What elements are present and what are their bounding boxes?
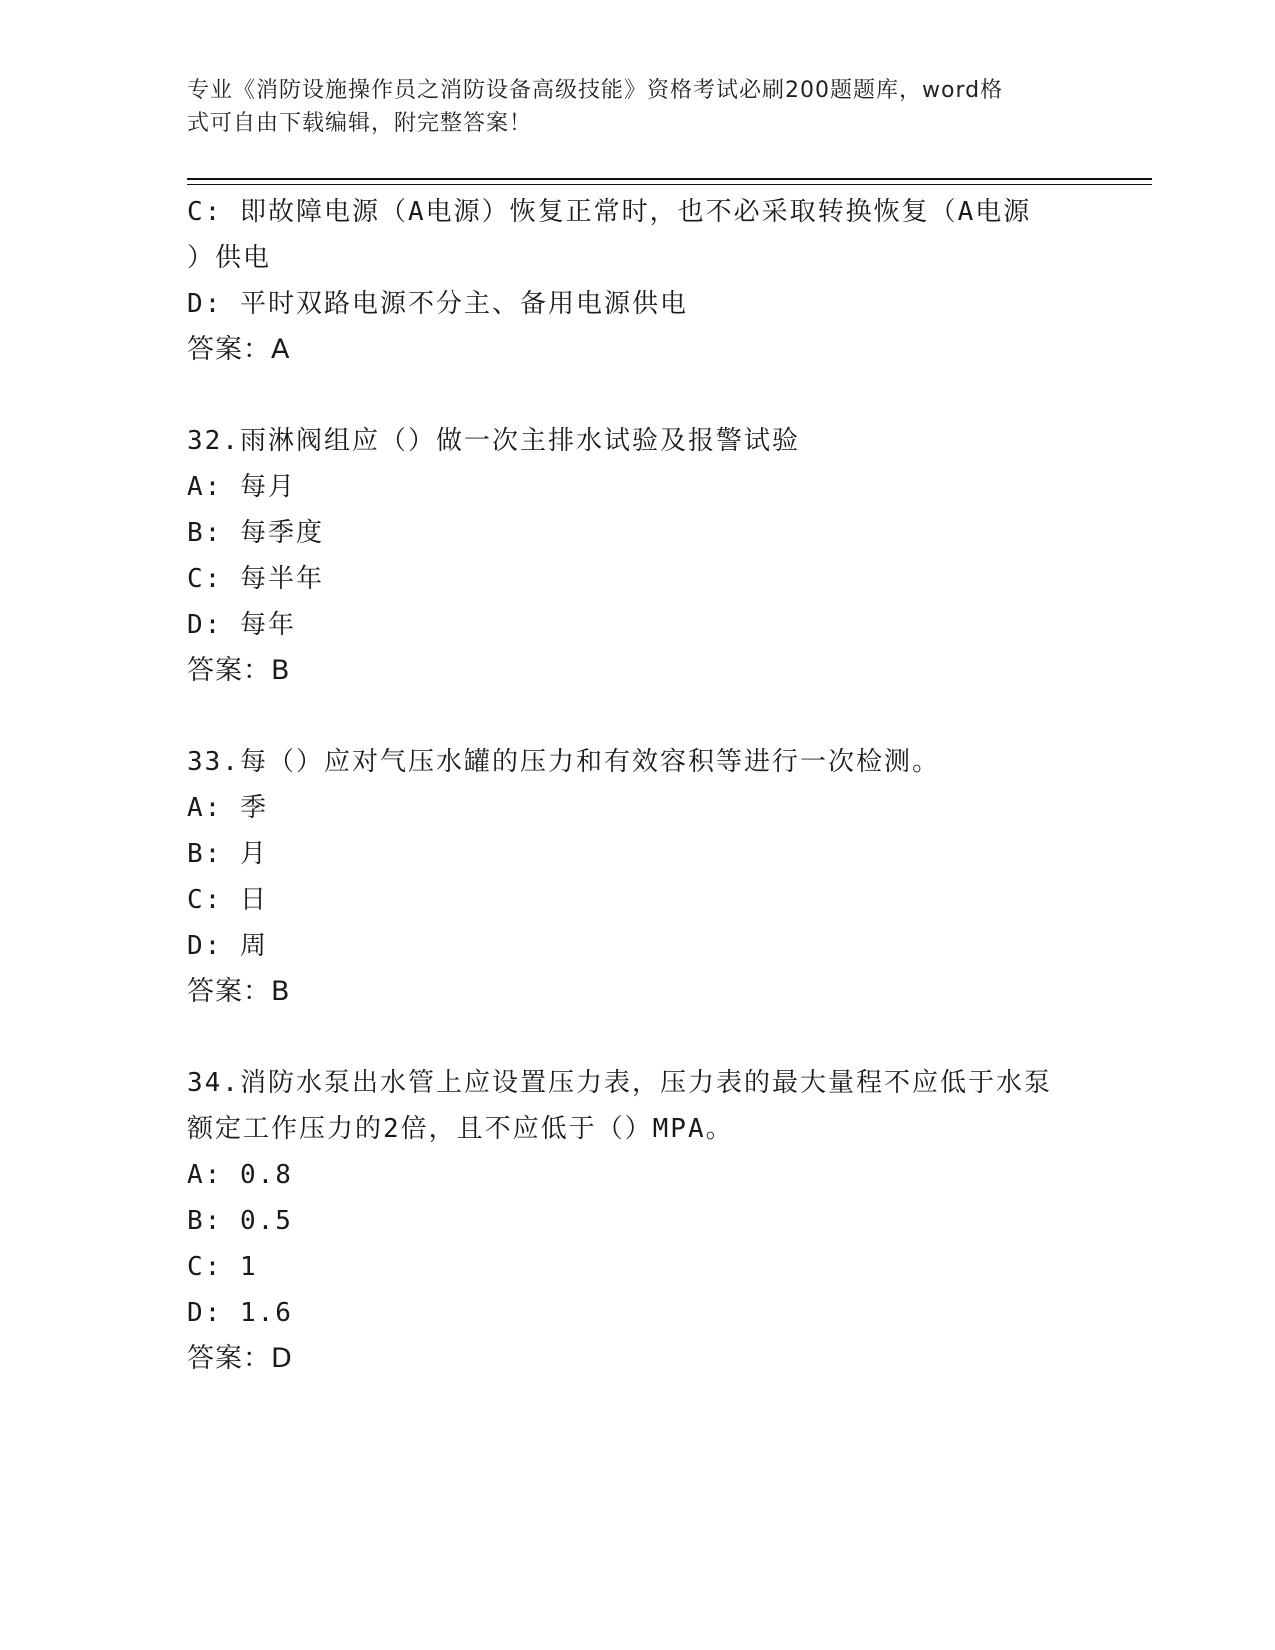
question-block-32 — [187, 418, 1087, 694]
option-d: D: 平时双路电源不分主、备用电源供电 — [187, 289, 688, 319]
header-line-1: 专业《消防设施操作员之消防设备高级技能》资格考试必刷200题题库，word格 — [187, 78, 1004, 103]
header-divider-thick — [187, 178, 1152, 180]
option-c: C: 日 — [187, 885, 268, 915]
question-stem: 34.消防水泵出水管上应设置压力表，压力表的最大量程不应低于水泵 — [187, 1068, 1052, 1098]
answer: 答案：D — [187, 1343, 293, 1374]
option-a: A: 0.8 — [187, 1160, 293, 1190]
answer: 答案：B — [187, 976, 291, 1007]
answer: 答案：A — [187, 334, 291, 365]
spacer — [187, 373, 1087, 418]
document-header — [187, 74, 1067, 140]
option-a: A: 季 — [187, 793, 268, 823]
option-d: D: 每年 — [187, 610, 296, 640]
question-stem-continued: 额定工作压力的2倍，且不应低于（）MPA。 — [187, 1114, 734, 1144]
prev-question-block — [187, 189, 1087, 373]
option-d: D: 1.6 — [187, 1298, 293, 1328]
question-block-34 — [187, 1060, 1087, 1382]
option-b: B: 每季度 — [187, 518, 324, 548]
question-content — [187, 189, 1087, 1382]
spacer — [187, 694, 1087, 739]
option-c: C: 1 — [187, 1252, 258, 1282]
option-c: C: 每半年 — [187, 564, 324, 594]
question-block-33 — [187, 739, 1087, 1015]
header-divider-thin — [187, 184, 1152, 185]
option-b: B: 月 — [187, 839, 268, 869]
answer: 答案：B — [187, 655, 291, 686]
option-a: A: 每月 — [187, 472, 296, 502]
option-d: D: 周 — [187, 931, 268, 961]
option-b: B: 0.5 — [187, 1206, 293, 1236]
question-stem: 33.每（）应对气压水罐的压力和有效容积等进行一次检测。 — [187, 747, 940, 777]
option-c-continued: ）供电 — [187, 243, 272, 273]
spacer — [187, 1015, 1087, 1060]
question-stem: 32.雨淋阀组应（）做一次主排水试验及报警试验 — [187, 426, 800, 456]
header-line-2: 式可自由下载编辑，附完整答案！ — [187, 111, 533, 136]
option-c: C: 即故障电源（A电源）恢复正常时，也不必采取转换恢复（A电源 — [187, 197, 1032, 227]
